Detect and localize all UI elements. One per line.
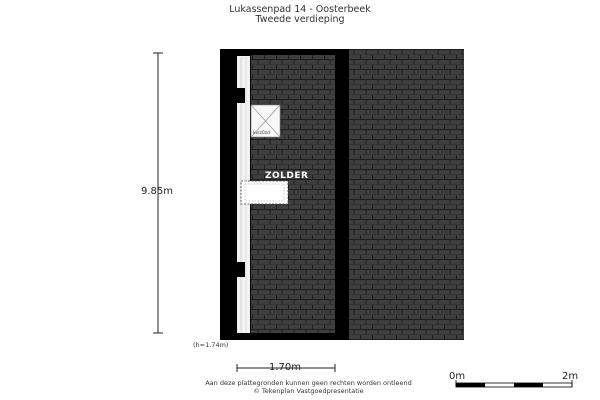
address-title: Lukassenpad 14 - Oosterbeek [229,4,371,15]
roof-tiles-right [349,49,464,340]
floor-subtitle: Tweede verdieping [255,14,345,25]
credit-text: © Tekenplan Vastgoedpresentatie [253,387,364,395]
height-note: (h=1.74m) [193,341,229,349]
disclaimer-text: Aan deze plattegronden kunnen geen rechten worden ontleend [205,379,412,387]
scale-start-label: 0m [449,371,466,382]
scale-end-label: 2m [562,371,579,382]
vertical-dimension-label: 9.85m [141,186,174,197]
horizontal-dimension-label: 1.70m [269,362,302,373]
wall-notch-bottom [233,262,245,277]
room-label-zolder: ZOLDER [265,171,309,181]
skylight [241,181,288,204]
vent-label: kvlz0zd [253,131,270,136]
wall-notch-top [233,88,245,103]
